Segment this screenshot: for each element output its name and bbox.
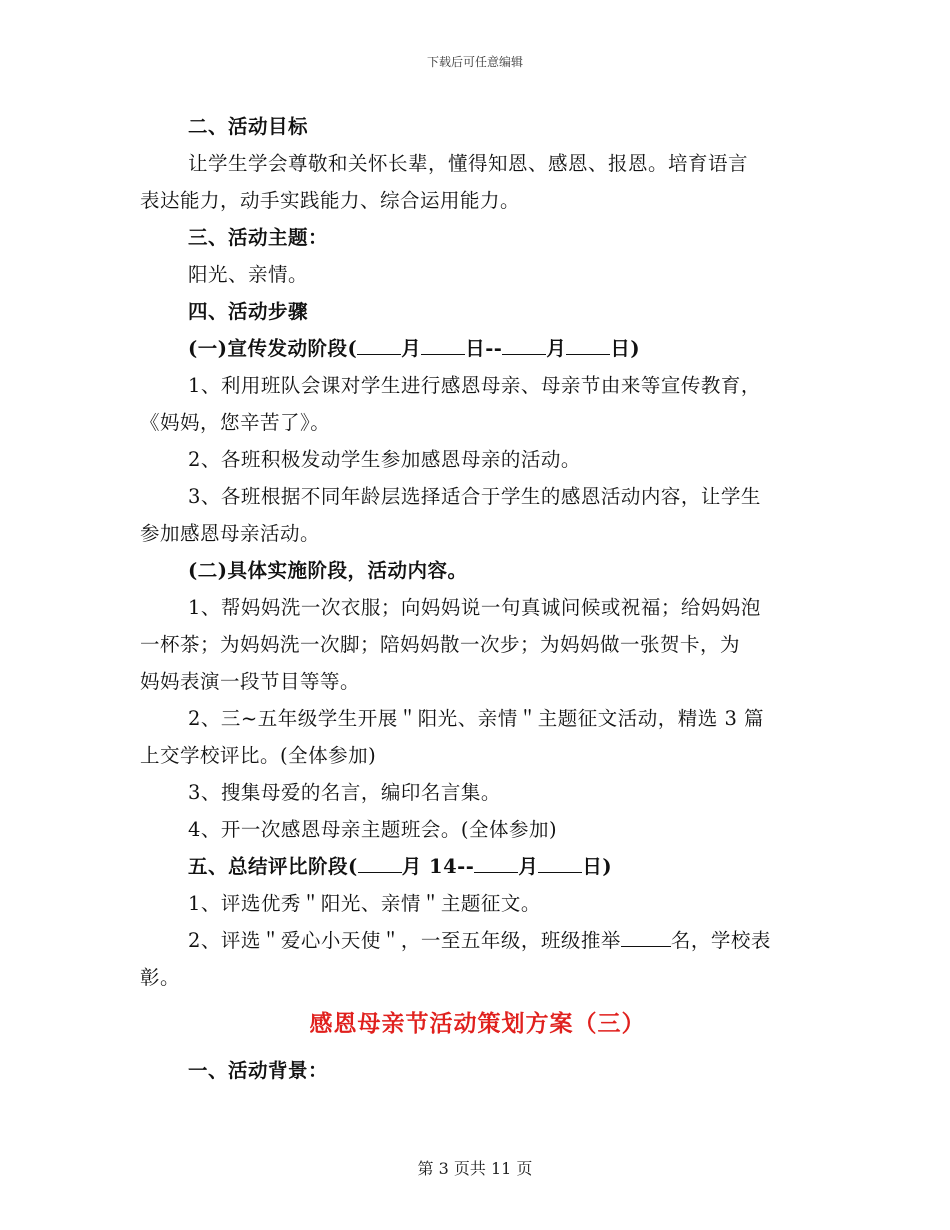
list-item-continuation: 一杯茶；为妈妈洗一次脚；陪妈妈散一次步；为妈妈做一张贺卡，为 [140, 633, 741, 656]
list-item: 2、各班积极发动学生参加感恩母亲的活动。 [188, 448, 581, 471]
list-item: 4、开一次感恩母亲主题班会。(全体参加) [188, 818, 558, 841]
section-heading-summary [140, 848, 815, 885]
paragraph-line: 表达能力，动手实践能力、综合运用能力。 [140, 189, 521, 212]
list-item-continuation: 彰。 [140, 966, 181, 989]
stage-heading-publicity [140, 330, 815, 367]
document-body [140, 108, 815, 1089]
date-blank [502, 334, 546, 355]
section-heading-background: 一、活动背景： [188, 1059, 329, 1082]
section-heading-text: 月 [518, 855, 539, 878]
section-heading-theme: 三、活动主题： [188, 226, 329, 249]
list-item: 2、三~五年级学生开展＂阳光、亲情＂主题征文活动，精选 3 篇 [188, 707, 765, 730]
section-heading-text: 月 14-- [401, 855, 475, 878]
list-item-continuation: 上交学校评比。(全体参加) [140, 744, 377, 767]
list-item-text: 2、评选＂爱心小天使＂，一至五年级，班级推举 [188, 929, 621, 952]
stage-heading-text: 月 [401, 337, 422, 360]
list-item-continuation: 《妈妈，您辛苦了》。 [140, 411, 331, 434]
stage-heading-text: 日) [610, 337, 641, 360]
stage-heading-text: 月 [546, 337, 567, 360]
paragraph-line: 让学生学会尊敬和关怀长辈，懂得知恩、感恩、报恩。培育语言 [188, 152, 749, 175]
list-item: 3、搜集母爱的名言，编印名言集。 [188, 781, 501, 804]
page-header: 下载后可任意编辑 [426, 55, 523, 69]
stage-heading-implementation: (二)具体实施阶段，活动内容。 [188, 559, 468, 582]
list-item [140, 922, 815, 959]
date-blank [358, 852, 402, 873]
section-heading-text: 五、总结评比阶段( [188, 855, 358, 878]
list-item: 1、利用班队会课对学生进行感恩母亲、母亲节由来等宣传教育， [188, 374, 761, 397]
date-blank [357, 334, 401, 355]
date-blank [538, 852, 582, 873]
date-blank [421, 334, 465, 355]
list-item: 3、各班根据不同年龄层选择适合于学生的感恩活动内容，让学生 [188, 485, 761, 508]
section-heading-goals: 二、活动目标 [188, 115, 309, 138]
section-heading-text: 日) [582, 855, 613, 878]
date-blank [566, 334, 610, 355]
count-blank [621, 926, 671, 947]
stage-heading-text: (一)宣传发动阶段( [188, 337, 358, 360]
stage-heading-text: 日-- [465, 337, 503, 360]
plan-title: 感恩母亲节活动策划方案（三） [309, 1010, 646, 1037]
list-item-continuation: 参加感恩母亲活动。 [140, 522, 321, 545]
list-item: 1、帮妈妈洗一次衣服；向妈妈说一句真诚问候或祝福；给妈妈泡 [188, 596, 761, 619]
date-blank [474, 852, 518, 873]
page-footer: 第 3 页共 11 页 [417, 1159, 533, 1178]
list-item-text: 名，学校表 [670, 929, 771, 952]
paragraph-line: 阳光、亲情。 [188, 263, 309, 286]
list-item: 1、评选优秀＂阳光、亲情＂主题征文。 [188, 892, 541, 915]
list-item-continuation: 妈妈表演一段节目等等。 [140, 670, 361, 693]
section-heading-steps: 四、活动步骤 [188, 300, 309, 323]
